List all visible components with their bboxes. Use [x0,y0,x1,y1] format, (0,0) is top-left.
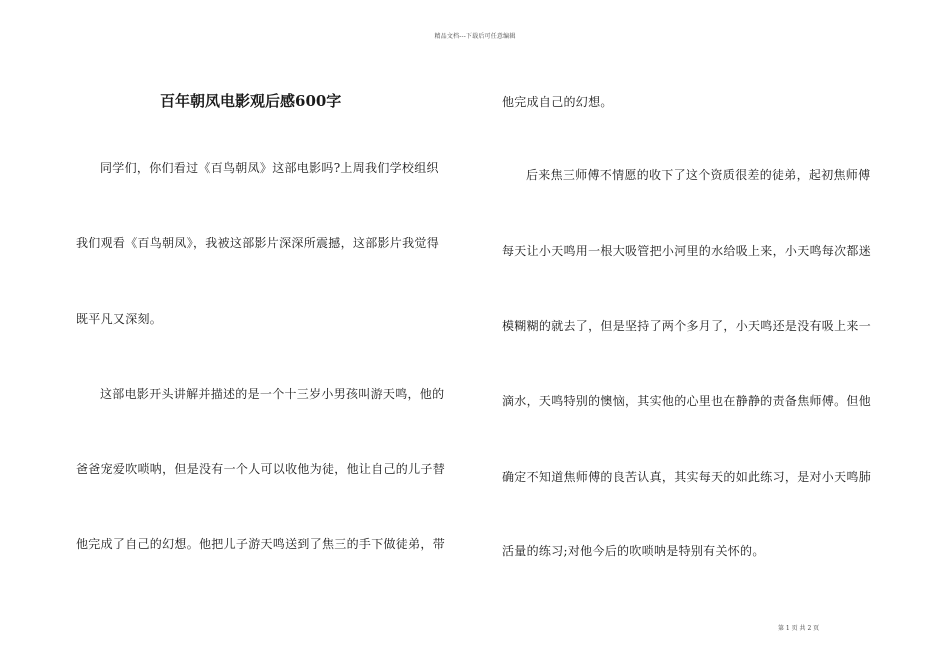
paragraph-line: 后来焦三师傅不情愿的收下了这个资质很差的徒弟，起初焦师傅 [526,168,871,182]
paragraph-line: 这部电影开头讲解并描述的是一个十三岁小男孩叫游天鸣，他的 [100,387,445,401]
paragraph-line: 滴水，天鸣特别的懊恼，其实他的心里也在静静的责备焦师傅。但他 [502,394,872,408]
document-title: 百年朝凤电影观后感600字 [160,92,342,110]
paragraph-line: 他完成了自己的幻想。他把儿子游天鸣送到了焦三的手下做徒弟，带 [76,537,446,551]
paragraph-line: 同学们，你们看过《百鸟朝凤》这部电影吗?上周我们学校组织 [100,161,439,175]
paragraph-line: 爸爸宠爱吹唢呐，但是没有一个人可以收他为徒，他让自己的儿子替 [76,462,446,476]
paragraph-line: 活量的练习;对他今后的吹唢呐是特别有关怀的。 [502,544,765,558]
paragraph-line: 他完成自己的幻想。 [502,95,613,109]
paragraph-line: 确定不知道焦师傅的良苦认真，其实每天的如此练习，是对小天鸣肺 [502,470,872,484]
page-header: 精品文档---下载后可任意编辑 [434,33,516,40]
page-number: 第 1 页 共 2 页 [778,625,820,632]
paragraph-line: 模糊糊的就去了，但是坚持了两个多月了，小天鸣还是没有吸上来一 [502,319,872,333]
paragraph-line: 既平凡又深刻。 [76,312,163,326]
paragraph-line: 每天让小天鸣用一根大吸管把小河里的水给吸上来，小天鸣每次都迷 [502,244,872,258]
paragraph-line: 我们观看《百鸟朝凤》，我被这部影片深深所震撼，这部影片我觉得 [76,236,440,250]
